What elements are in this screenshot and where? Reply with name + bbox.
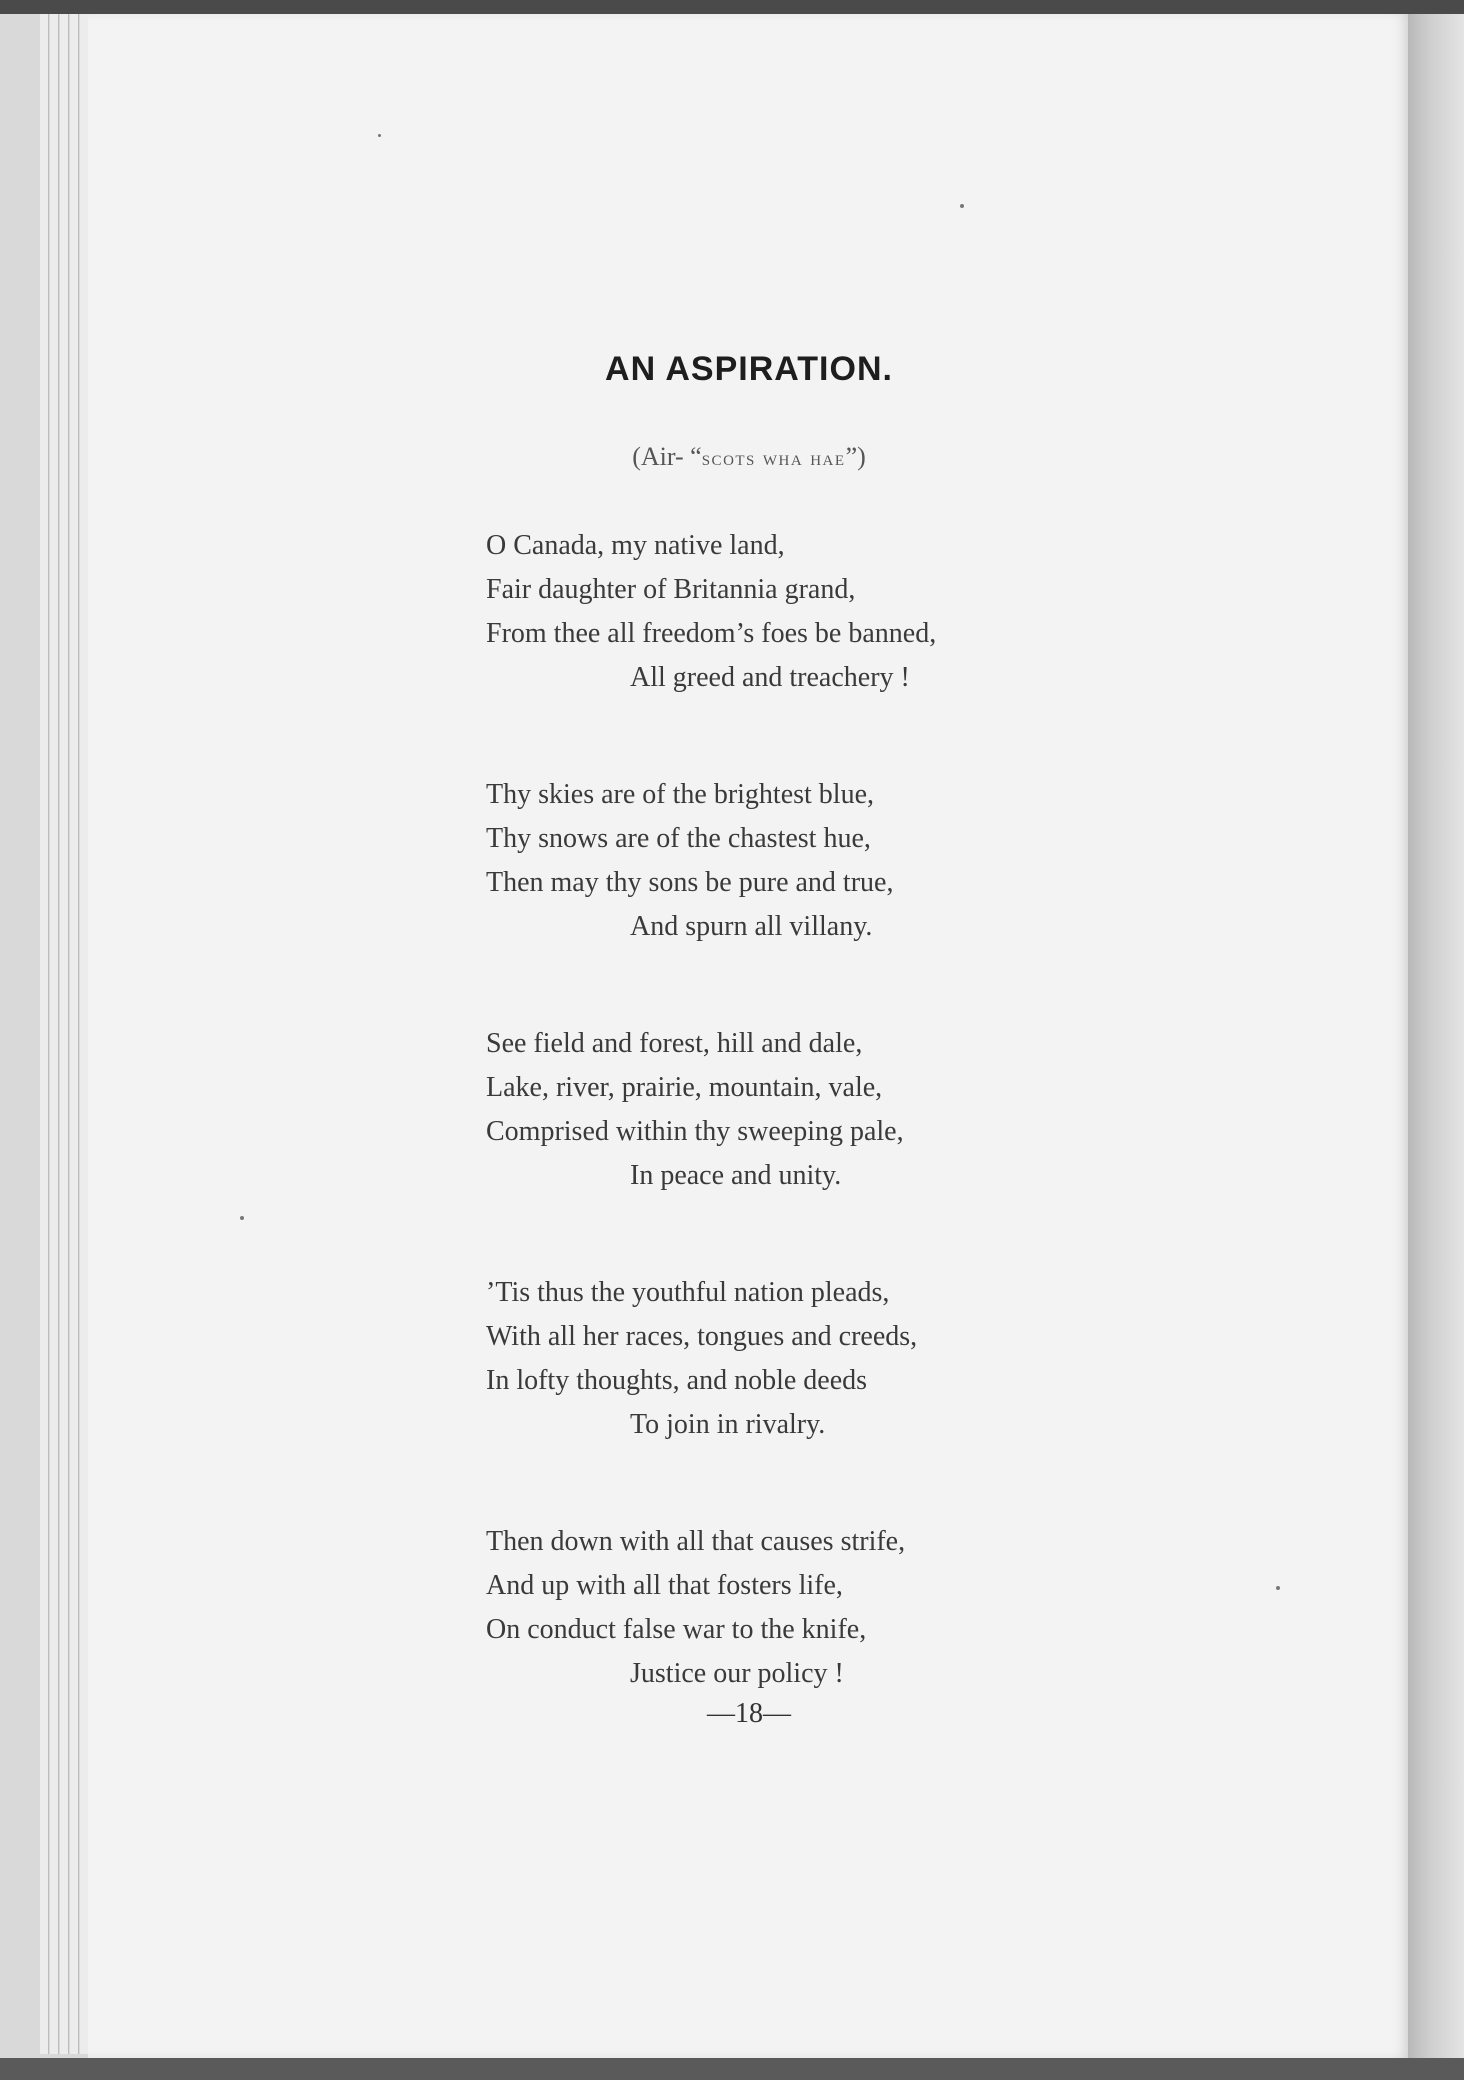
poem-line: And spurn all villany. [630, 911, 873, 942]
air-note-suffix: ”) [845, 442, 866, 471]
poem-line: O Canada, my native land, [486, 530, 785, 561]
poem-line: With all her races, tongues and creeds, [486, 1321, 918, 1352]
paper-speck [378, 134, 381, 137]
poem-line: And up with all that fosters life, [486, 1570, 843, 1601]
stanza-4 [486, 1271, 1206, 1447]
poem-title: AN ASPIRATION. [605, 350, 893, 388]
poem-body [486, 524, 1206, 1769]
poem-air-note [88, 442, 1410, 472]
poem-line: Justice our policy ! [630, 1658, 844, 1689]
poem-line: Thy skies are of the brightest blue, [486, 779, 875, 810]
book-page [88, 14, 1410, 2058]
poem-line: Lake, river, prairie, mountain, vale, [486, 1072, 883, 1103]
poem-line: From thee all freedom’s foes be banned, [486, 618, 937, 649]
poem-line: See field and forest, hill and dale, [486, 1028, 863, 1059]
poem-line: Comprised within thy sweeping pale, [486, 1116, 904, 1147]
scan-top-border [0, 0, 1464, 14]
poem-line: Thy snows are of the chastest hue, [486, 823, 871, 854]
paper-speck [960, 204, 964, 208]
stanza-5 [486, 1520, 1206, 1696]
poem-line: To join in rivalry. [630, 1409, 826, 1440]
page-content [88, 14, 1410, 2058]
paper-speck [240, 1216, 244, 1220]
poem-line: On conduct false war to the knife, [486, 1614, 867, 1645]
poem-line: All greed and treachery ! [630, 662, 910, 693]
scan-bottom-border [0, 2058, 1464, 2080]
poem-line: ’Tis thus the youthful nation pleads, [486, 1277, 890, 1308]
paper-speck [1276, 1586, 1280, 1590]
page-number: —18— [707, 1698, 791, 1729]
stanza-2 [486, 773, 1206, 949]
poem-line: In lofty thoughts, and noble deeds [486, 1365, 868, 1396]
stanza-1 [486, 524, 1206, 700]
stanza-3 [486, 1022, 1206, 1198]
air-note-tune: scots wha hae [701, 445, 846, 470]
poem-line: In peace and unity. [630, 1160, 842, 1191]
book-binding-gutter [1408, 14, 1464, 2080]
air-note-prefix: (Air- “ [632, 442, 702, 471]
poem-line: Fair daughter of Britannia grand, [486, 574, 856, 605]
poem-line: Then down with all that causes strife, [486, 1526, 906, 1557]
poem-line: Then may thy sons be pure and true, [486, 867, 894, 898]
